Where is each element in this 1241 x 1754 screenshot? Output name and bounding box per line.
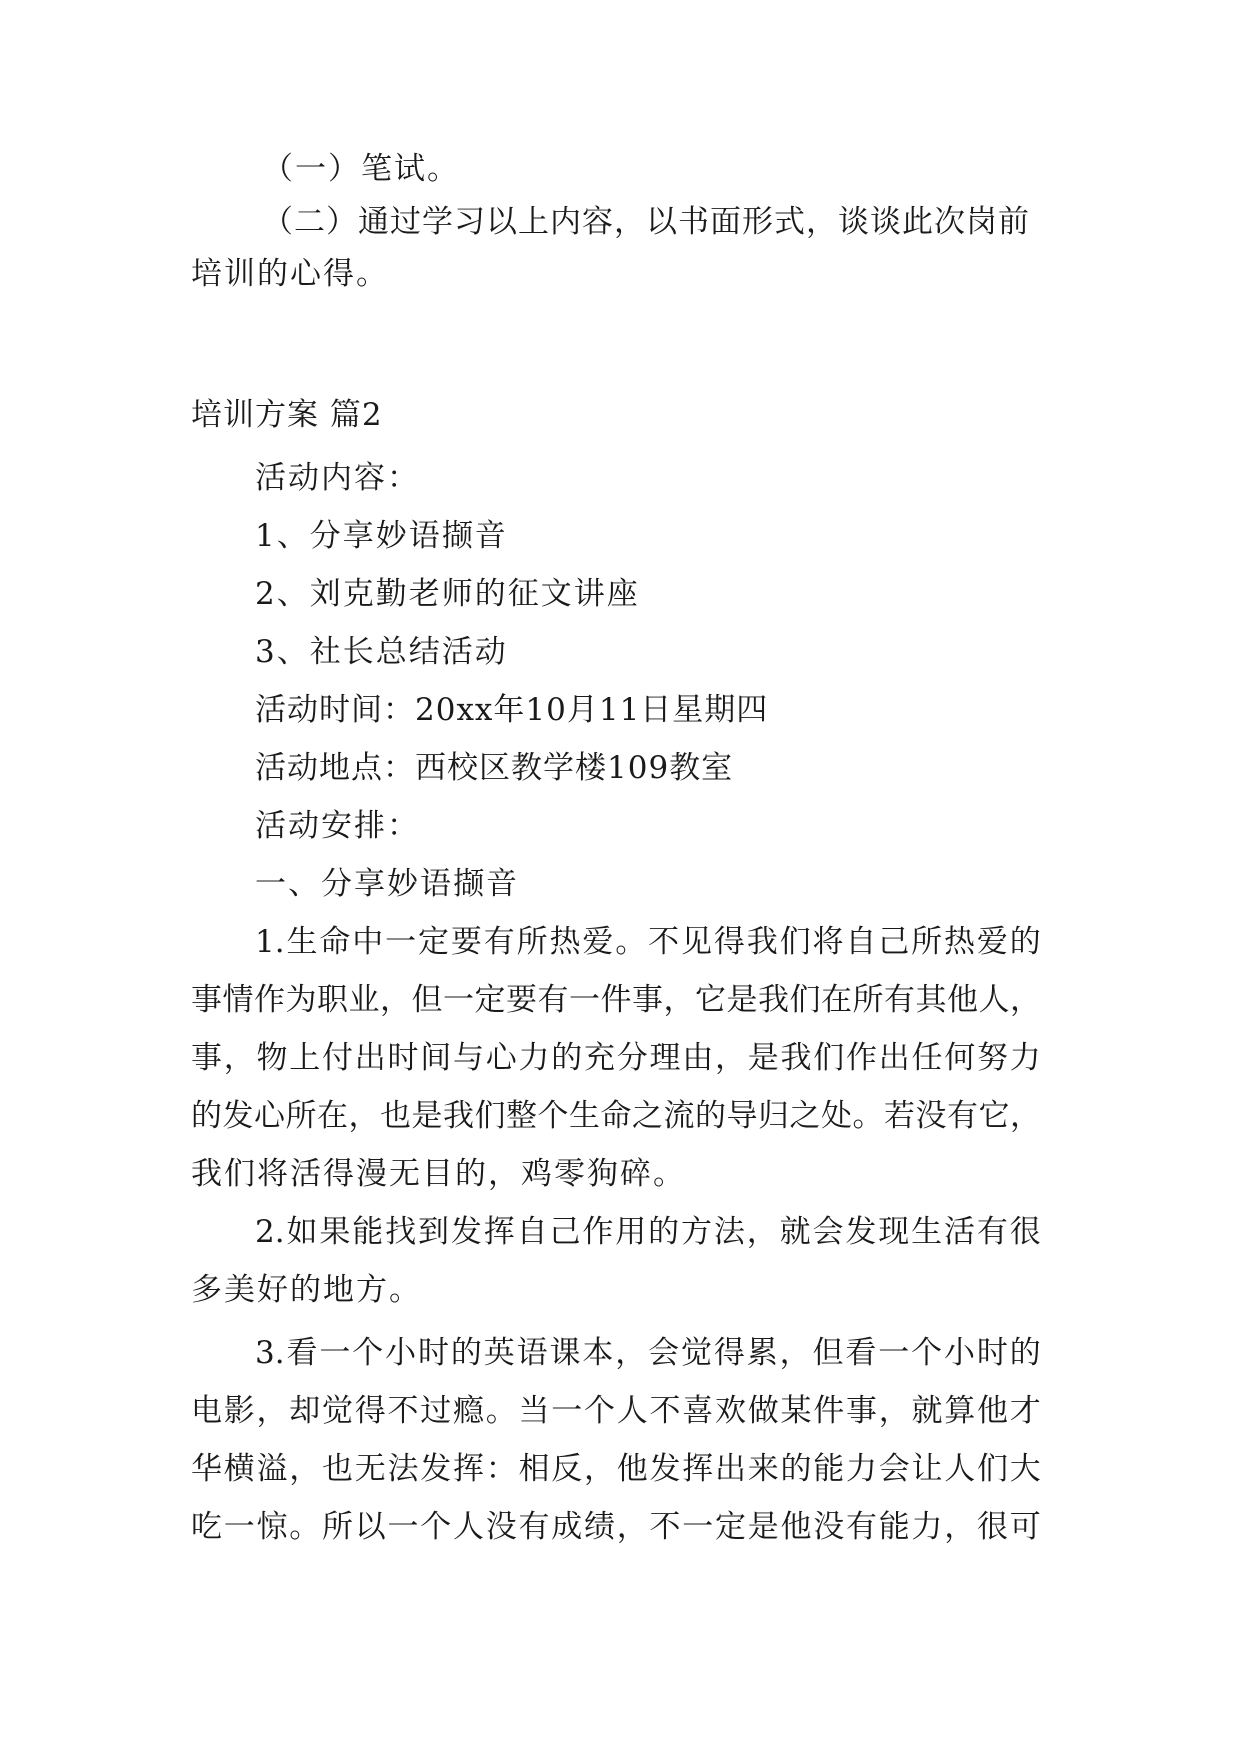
paragraph-line: 的 发 心 所 在 ， 也 是 我 们 整 个 生 命 之 流 的 导 归 之 处 。 若 没 有 它 ， xyxy=(191,1098,1041,1134)
paragraph-line: 电 影 ， 却 觉 得 不 过 瘾 。 当 一 个 人 不 喜 欢 做 某 件 事 ， 就 算 他 才 xyxy=(191,1393,1041,1429)
paragraph-line: 多美好的地方。 xyxy=(191,1272,422,1308)
list-item: 2、刘克勤老师的征文讲座 xyxy=(255,576,640,612)
paragraph-line: 2. 如 果 能 找 到 发 挥 自 己 作 用 的 方 法 ， 就 会 发 现 生 活 有 很 xyxy=(255,1214,1041,1250)
paragraph-line: 活动安排： xyxy=(255,808,420,844)
list-item: 1、分享妙语撷音 xyxy=(255,518,508,554)
paragraph-line: 华 横 溢 ， 也 无 法 发 挥 ： 相 反 ， 他 发 挥 出 来 的 能 力 会 让 人 们 大 xyxy=(191,1451,1041,1487)
paragraph-line: 吃 一 惊 。 所 以 一 个 人 没 有 成 绩 ， 不 一 定 是 他 没 有 能 力 ， 很 可 xyxy=(191,1509,1041,1545)
paragraph-line: 一、分享妙语撷音 xyxy=(255,866,519,902)
section-heading: 培训方案 篇2 xyxy=(191,397,383,433)
paragraph-line: 事 情 作 为 职 业 ， 但 一 定 要 有 一 件 事 ， 它 是 我 们 在 所 有 其 他 人 ， xyxy=(191,982,1041,1018)
list-item: 3、社长总结活动 xyxy=(255,634,508,670)
paragraph-line: （一）笔试。 xyxy=(262,151,460,187)
paragraph-line: 事 ， 物 上 付 出 时 间 与 心 力 的 充 分 理 由 ， 是 我 们 作 出 任 何 努 力 xyxy=(191,1040,1041,1076)
paragraph-line: 活动时间：20xx年10月11日星期四 xyxy=(255,692,769,728)
paragraph-line: 活动地点：西校区教学楼109教室 xyxy=(255,750,734,786)
paragraph-line: 3. 看 一 个 小 时 的 英 语 课 本 ， 会 觉 得 累 ， 但 看 一 个 小 时 的 xyxy=(255,1335,1041,1371)
paragraph-line: 培训的心得。 xyxy=(191,256,389,292)
paragraph-line: 1. 生 命 中 一 定 要 有 所 热 爱 。 不 见 得 我 们 将 自 己 所 热 爱 的 xyxy=(255,924,1041,960)
paragraph-line: 活动内容： xyxy=(255,460,420,496)
paragraph-line: （ 二 ） 通 过 学 习 以 上 内 容 ， 以 书 面 形 式 ， 谈 谈 此 次 岗 前 xyxy=(262,204,1029,240)
paragraph-line: 我们将活得漫无目的，鸡零狗碎。 xyxy=(191,1156,686,1192)
